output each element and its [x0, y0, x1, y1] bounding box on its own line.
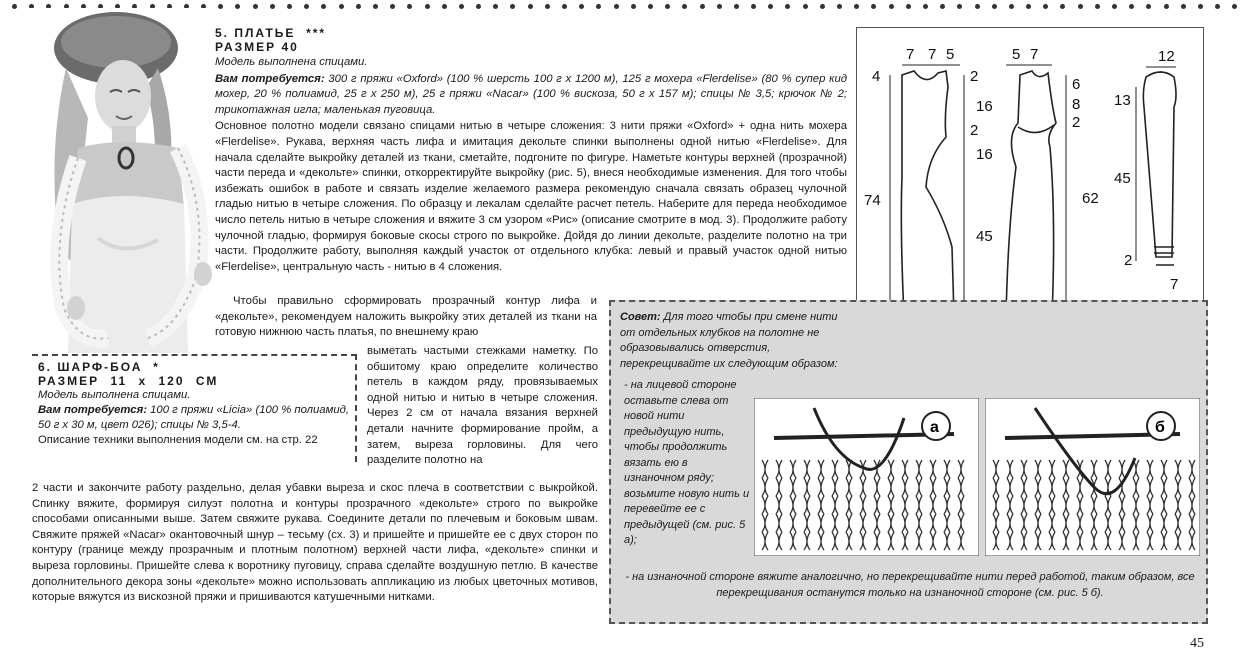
advice-front-side: - на лицевой стороне оставьте слева от новой нити предыдущую нить, чтобы продолжить вязать ею в изнаночном ряду; возьмите новую нить и перевейте ее с предыдущей (см. рис. 5 а);: [624, 379, 750, 546]
difficulty-stars: ***: [306, 26, 327, 40]
dim-back-right-2: 8: [1072, 96, 1081, 113]
section-5-title: 5. ПЛАТЬЕ ***: [215, 26, 327, 40]
knitting-illustration-b: [985, 398, 1200, 556]
dim-front-right-2: 16: [976, 98, 993, 115]
dim-front-right-5: 45: [976, 228, 993, 245]
dim-front-right-4: 16: [976, 146, 993, 163]
page-number: 45: [1190, 636, 1204, 651]
section-5: [215, 26, 847, 275]
knitting-illustration-a: [754, 398, 979, 556]
model-photo: [28, 8, 214, 353]
dim-front-top-2: 7: [928, 46, 937, 63]
dim-sleeve-bottom: 7: [1170, 276, 1179, 293]
dim-back-right-4: 62: [1082, 190, 1099, 207]
dim-sleeve-top: 12: [1158, 48, 1175, 65]
section-5-continuation-1: Чтобы правильно сформировать прозрачный контур лифа и «декольте», рекомендуем наложить выкройку этих деталей из ткани на готовую нижнюю часть платья, по внешнему краю: [215, 295, 597, 339]
dim-back-top-1: 5: [1012, 46, 1021, 63]
dim-back-right-3: 2: [1072, 114, 1081, 131]
section-5-subtitle: Модель выполнена спицами.: [215, 56, 368, 68]
dim-front-left-2: 74: [864, 192, 881, 209]
dim-front-top-3: 5: [946, 46, 955, 63]
dim-back-right-1: 6: [1072, 76, 1081, 93]
dim-front-top-1: 7: [906, 46, 915, 63]
materials-label: Вам потребуется:: [38, 404, 147, 416]
section-5-size: РАЗМЕР 40: [215, 40, 299, 54]
section-6-subtitle: Модель выполнена спицами.: [38, 389, 191, 401]
section-5-body: Основное полотно модели связано спицами нитью в четыре сложения: 3 нити пряжи «Oxford» + одна нить мохера «Flerdelise». Рукава, верхняя часть лифа и имитация декольте спинки выполнены одной нитью «Flerdelise». Для начала сделайте выкройку деталей из ткани, сметайте, подгоните по фигуре. Наметьте контуры верхней (прозрачной) части переда и «декольте» спинки, откорректируйте выкройку (рис. 5), внеся необходимые изменения. Для того чтобы избежать ошибок в работе и связать изделие желаемого размера рекомендую сначала связать образец чулочной гладью нитью в четыре сложения. По образцу и лекалам сделайте расчет петель. Наберите для переда необходимое число петель нитью в четыре сложения и вяжите 3 см узором «Рис» (описание смотрите в мод. 3). Продолжите работу чулочной гладью, формируя боковые скосы строго по выкройке. Дойдя до линии декольте, разделите полотно на три части. Продолжите работу, выполняя каждый участок от отдельного клубка: левый и правый участок одной нитью «Flerdelise», центральную часть - нитью в 4 сложения.: [215, 120, 847, 273]
advice-back-side: - на изнаночной стороне вяжите аналогично, но перекрещивайте нити перед работой, таким образом, все перекрещивания останутся только на изнаночной стороне (см. рис. 5 б).: [625, 571, 1195, 599]
advice-heading: Совет: Для того чтобы при смене нити от отдельных клубков на полотне не образовывались отверстия, перекрещивайте их следующим образом:: [620, 311, 838, 370]
section-6-title: 6. ШАРФ-БОА *: [38, 360, 160, 374]
section-6-size: РАЗМЕР 11 x 120 СМ: [38, 374, 219, 388]
section-6-materials: Вам потребуется: 100 г пряжи «Licia» (100 % полиамид, 50 г x 30 м, цвет 026); спицы № 3,5-4.: [38, 404, 349, 431]
front-piece: [901, 71, 954, 317]
back-piece: [1006, 71, 1056, 317]
dim-back-top-2: 7: [1030, 46, 1039, 63]
dim-sleeve-left-1: 13: [1114, 92, 1131, 109]
section-6-box: [32, 354, 357, 462]
illustration-label-a: а: [930, 419, 939, 436]
section-6-reference: Описание техники выполнения модели см. на стр. 22: [38, 434, 318, 446]
advice-label: Совет:: [620, 311, 661, 323]
dim-front-right-3: 2: [970, 122, 979, 139]
materials-label: Вам потребуется:: [215, 72, 325, 85]
section-5-continuation-2: выметать частыми стежками наметку. По обшитому краю определите количество петель в каждом ряду, провязываемых одной нитью и нитью в четыре сложения. Через 2 см от начала вязания верхней детали начните формирование пройм, а затем, выреза горловины. Для чего разделите полотно на: [367, 345, 598, 467]
dim-front-right-1: 2: [970, 68, 979, 85]
illustration-label-b: б: [1155, 419, 1165, 436]
section-5-materials: Вам потребуется: 300 г пряжи «Oxford» (100 % шерсть 100 г x 1200 м), 125 г мохера «Flerdelise» (80 % супер кид мохер, 20 % полиамид, 25 г x 250 м), 25 г пряжи «Nacar» (100 % вискоза, 50 г x 157 м); спицы № 3,5; крючок № 2; трикотажная игла; маленькая пуговица.: [215, 72, 847, 116]
section-5-continuation-3: 2 части и закончите работу раздельно, делая убавки выреза и скос плеча в соответствии с выкройкой. Спинку вяжите, формируя силуэт полотна и контуры прозрачного «декольте» строго по выкройке способами описанными выше. Затем свяжите рукава. Соедините детали по плечевым и боковым швам. Свяжите пряжей «Nacar» окантовочный шнур – тесьму (сх. 3) и пришейте и пришейте ее с двух сторон по контуру (границе между прозрачным и плотным полотном) верхней части лифа, «декольте» спинки и выреза горловины. Пришейте слева к воротнику пуговицу, справа сделайте воздушную петлю. В качестве дополнительного декора зоны «декольте» можно использовать аппликацию из любых цветочных мотивов, которые вяжутся из вискозной пряжи и пришиваются катушечными нитками.: [32, 482, 598, 604]
dim-front-left-1: 4: [872, 68, 881, 85]
dim-sleeve-left-3: 2: [1124, 252, 1133, 269]
sleeve-piece: [1143, 72, 1176, 257]
difficulty-stars: *: [153, 360, 160, 374]
dim-sleeve-left-2: 45: [1114, 170, 1131, 187]
